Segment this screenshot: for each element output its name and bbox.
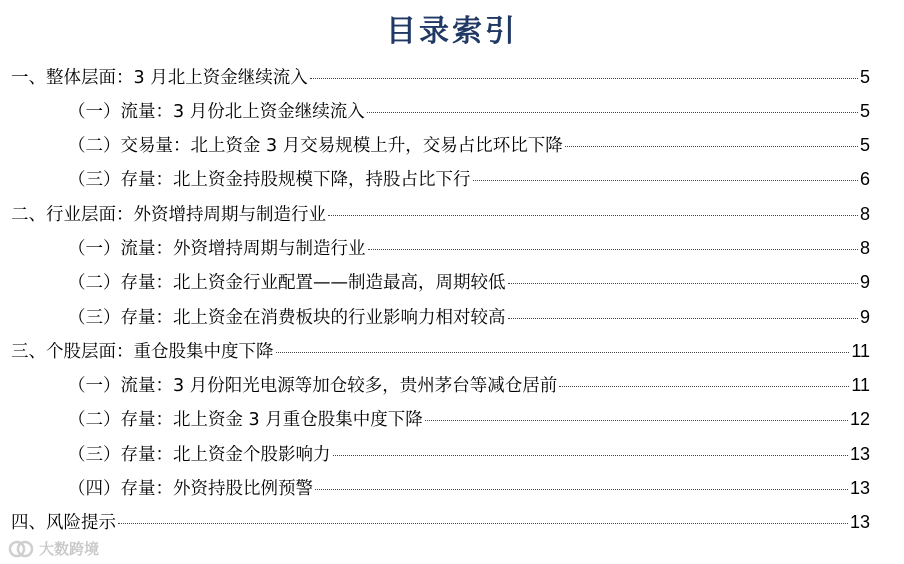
watermark-text: 大数跨境: [39, 540, 100, 558]
toc-entry-3[interactable]: [11, 338, 870, 366]
toc-entry-1-1[interactable]: [68, 98, 870, 126]
watermark: [8, 538, 99, 559]
toc-page-number: 5: [859, 67, 870, 87]
toc-entry-label: （三）存量：北上资金持股规模下降，持股占比下行: [68, 170, 471, 190]
toc-entry-label: （一）流量：3 月份北上资金继续流入: [68, 102, 365, 122]
toc-leader-dots: [118, 523, 848, 524]
toc-entry-2-3[interactable]: [68, 304, 870, 332]
toc-leader-dots: [276, 352, 850, 353]
toc-entry-label: （一）流量：3 月份阳光电源等加仓较多，贵州茅台等减仓居前: [68, 376, 558, 396]
toc-page-number: 8: [859, 238, 870, 258]
toc-page-number: 13: [849, 478, 870, 498]
toc-leader-dots: [367, 112, 858, 113]
toc-leader-dots: [425, 420, 848, 421]
toc-entry-label: （三）存量：北上资金在消费板块的行业影响力相对较高: [68, 308, 506, 328]
toc-entry-label: （二）存量：北上资金行业配置——制造最高，周期较低: [68, 273, 506, 293]
toc-page-number: 13: [849, 444, 870, 464]
toc-entry-label: 二、行业层面：外资增持周期与制造行业: [11, 205, 326, 225]
toc-entry-4[interactable]: [11, 509, 870, 537]
toc-leader-dots: [310, 78, 858, 79]
toc-page-number: 12: [849, 409, 870, 429]
toc-entry-2-2[interactable]: [68, 269, 870, 297]
toc-entry-1[interactable]: [11, 64, 870, 92]
watermark-logo-icon: [8, 539, 34, 559]
toc-page-number: 13: [849, 512, 870, 532]
toc-leader-dots: [508, 318, 858, 319]
toc-page-number: 6: [859, 169, 870, 189]
page-title: 目录索引: [386, 14, 518, 49]
toc-entry-label: 一、整体层面：3 月北上资金继续流入: [11, 68, 308, 88]
toc-entry-1-3[interactable]: [68, 166, 870, 194]
toc-page-number: 9: [859, 272, 870, 292]
toc-entry-label: （一）流量：外资增持周期与制造行业: [68, 239, 366, 259]
toc-entry-3-4[interactable]: [68, 475, 870, 503]
toc-page-number: 5: [859, 135, 870, 155]
toc-leader-dots: [473, 180, 858, 181]
toc-page-number: 11: [851, 375, 870, 395]
toc-leader-dots: [333, 455, 848, 456]
toc-leader-dots: [508, 283, 858, 284]
toc-leader-dots: [559, 386, 849, 387]
toc-page-number: 9: [859, 307, 870, 327]
toc-page-number: 11: [851, 341, 870, 361]
toc-entry-3-2[interactable]: [68, 406, 870, 434]
toc-entry-label: （二）交易量：北上资金 3 月交易规模上升，交易占比环比下降: [68, 136, 563, 156]
toc-entry-label: （三）存量：北上资金个股影响力: [68, 445, 331, 465]
toc-entry-3-1[interactable]: [68, 372, 870, 400]
toc-entry-1-2[interactable]: [68, 132, 870, 160]
toc-page-number: 5: [859, 101, 870, 121]
toc-entry-2-1[interactable]: [68, 235, 870, 263]
toc-entry-label: 三、个股层面：重仓股集中度下降: [11, 342, 274, 362]
toc-leader-dots: [368, 249, 858, 250]
toc-entry-label: 四、风险提示: [11, 513, 116, 533]
toc-leader-dots: [315, 489, 848, 490]
toc-entry-label: （四）存量：外资持股比例预警: [68, 479, 313, 499]
toc-page-number: 8: [859, 204, 870, 224]
toc-leader-dots: [565, 146, 858, 147]
toc-entry-label: （二）存量：北上资金 3 月重仓股集中度下降: [68, 410, 423, 430]
toc-leader-dots: [328, 215, 858, 216]
toc-entry-3-3[interactable]: [68, 441, 870, 469]
toc-entry-2[interactable]: [11, 201, 870, 229]
